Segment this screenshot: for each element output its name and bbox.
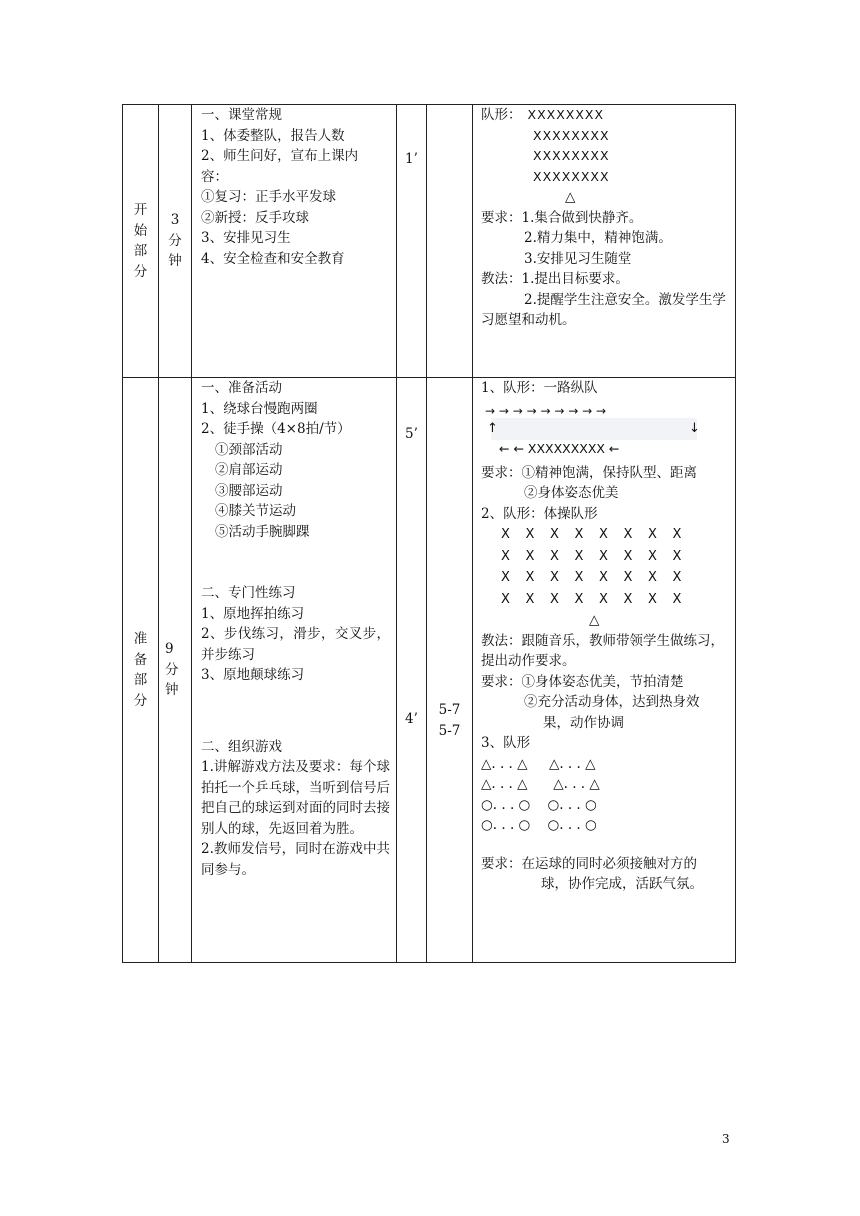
- content-line: 1、体委整队，报告人数: [201, 127, 345, 144]
- student-mark: X: [550, 591, 559, 607]
- grid-row: [501, 524, 731, 546]
- formation-row: XXXXXXXX: [533, 168, 610, 184]
- grid-row: [501, 546, 731, 568]
- arrow-down-icon: ↓: [689, 420, 700, 436]
- student-mark: X: [623, 527, 633, 542]
- formation-label: 1、队形：一路纵队: [481, 380, 598, 396]
- requirement-line: 3.安排见习生随堂: [524, 250, 632, 267]
- content-line: ⑤活动手腕脚踝: [215, 523, 310, 540]
- formation-line: [481, 105, 731, 126]
- time-char: 钟: [168, 253, 182, 270]
- section-name-char: 分: [133, 263, 148, 280]
- section-content: [192, 105, 397, 378]
- student-mark: X: [623, 591, 633, 607]
- content-line: 4、安全检查和安全教育: [201, 250, 345, 267]
- requirement-line: 要求：①精神饱满，保持队型、距离: [481, 464, 697, 481]
- requirement-line: 要求：在运球的同时必须接触对方的: [481, 855, 697, 872]
- formation-row: XXXXXXXX: [533, 127, 610, 143]
- content-line: 1、原地挥拍练习: [201, 605, 305, 622]
- grid-row: [501, 589, 731, 611]
- section-time: [159, 105, 192, 378]
- section-name-char: 备: [133, 651, 148, 668]
- student-mark: X: [672, 527, 682, 542]
- arrow-right-row: → → → → → → → → →: [485, 403, 607, 418]
- time-char: 9: [165, 641, 174, 658]
- formation-label: 2、队形：体操队形: [481, 505, 598, 522]
- student-mark: X: [623, 570, 633, 585]
- content-line: 3、安排见习生: [201, 230, 291, 246]
- requirement-line: 要求：①身体姿态优美，节拍清楚: [481, 673, 684, 690]
- student-mark: X: [672, 591, 682, 607]
- formation-row: XXXXXXXX: [527, 107, 605, 122]
- section-row-start: [123, 105, 736, 378]
- arrow-left-row: ← ← XXXXXXXXX ←: [499, 440, 620, 456]
- content-line: 二、专门性练习: [201, 585, 296, 601]
- time-char: 钟: [165, 682, 179, 699]
- method-line: 2.提醒学生注意安全。激发学生学习愿望和动机。: [481, 291, 726, 328]
- section-name: [123, 105, 159, 378]
- duration-value: 4’: [405, 710, 418, 727]
- section-name-char: 开: [133, 202, 148, 218]
- student-mark: X: [550, 548, 559, 564]
- reps-value: 5-7: [438, 722, 461, 739]
- game-formation-row: ○. . . ○ ○. . . ○: [481, 817, 597, 833]
- content-line: 1.讲解游戏方法及要求：每个球拍托一个乒乓球，当听到信号后把自己的球运到对面的同时去接别人的球，先返回着为胜。: [201, 759, 390, 837]
- student-mark: X: [525, 591, 535, 607]
- student-mark: X: [648, 548, 657, 564]
- requirement-line: ②充分活动身体，达到热身效: [524, 694, 700, 710]
- method-line: 教法：跟随音乐，教师带领学生做练习，提出动作要求。: [481, 632, 724, 669]
- content-line: 3、原地颠球练习: [201, 667, 305, 683]
- student-mark: X: [648, 591, 657, 607]
- game-formation-row: ○. . . ○ ○. . . ○: [481, 796, 597, 813]
- section-name-char: 始: [133, 222, 148, 239]
- requirement-line: 要求：1.集合做到快静齐。: [481, 209, 643, 226]
- content-line: 一、课堂常规: [201, 107, 282, 123]
- student-mark: X: [648, 527, 657, 542]
- teacher-mark: △: [589, 612, 600, 628]
- student-mark: X: [648, 570, 657, 585]
- duration-cell: [397, 378, 427, 963]
- student-mark: X: [599, 527, 608, 542]
- student-mark: X: [599, 591, 608, 607]
- page-number: 3: [722, 1132, 730, 1146]
- content-line: 二、组织游戏: [201, 738, 282, 755]
- content-line: 容：: [201, 168, 228, 185]
- content-line: 2、徒手操（4×8拍/节）: [201, 421, 351, 437]
- organization-cell: [473, 105, 736, 378]
- reps-cell: [427, 105, 473, 378]
- section-time: [159, 378, 192, 963]
- duration-value: 5’: [405, 426, 418, 442]
- content-line: 2、步伐练习，滑步，交叉步，并步练习: [201, 626, 390, 663]
- student-mark: X: [672, 570, 682, 585]
- duration-value: 1’: [405, 151, 418, 167]
- requirement-line: 果，动作协调: [543, 714, 624, 731]
- reps-cell: [427, 378, 473, 963]
- content-line: ①颈部活动: [215, 441, 283, 458]
- content-line: ②新授：反手攻球: [201, 209, 309, 226]
- reps-value: 5-7: [438, 702, 461, 718]
- formation-label: 队形：: [481, 107, 522, 123]
- running-formation-diagram: [485, 401, 700, 459]
- content-line: 2.教师发信号，同时在游戏中共同参与。: [201, 841, 390, 878]
- student-mark: X: [501, 570, 510, 585]
- grid-row: [501, 567, 731, 589]
- student-mark: X: [574, 527, 584, 542]
- time-char: 3: [170, 212, 180, 229]
- requirement-line: 2.精力集中，精神饱满。: [524, 230, 672, 246]
- student-mark: X: [574, 570, 584, 585]
- time-char: 分: [165, 661, 179, 678]
- content-line: 2、师生问好，宣布上课内: [201, 148, 359, 164]
- section-name-char: 部: [133, 243, 148, 259]
- section-content: [192, 378, 397, 963]
- content-line: ①复习：正手水平发球: [201, 189, 336, 205]
- content-line: ②肩部运动: [215, 462, 283, 478]
- content-line: 一、准备活动: [201, 380, 282, 396]
- formation-row: XXXXXXXX: [533, 148, 610, 163]
- student-mark: X: [623, 548, 633, 564]
- arrow-up-icon: ↑: [487, 420, 498, 436]
- requirement-line: 球，协作完成，活跃气氛。: [541, 876, 703, 892]
- student-mark: X: [599, 570, 608, 585]
- requirement-line: ②身体姿态优美: [524, 485, 619, 501]
- student-mark: X: [550, 527, 559, 542]
- student-mark: X: [501, 527, 510, 542]
- content-line: 1、绕球台慢跑两圈: [201, 400, 318, 417]
- student-mark: X: [599, 548, 608, 564]
- game-formation-row: △. . . △ △. . . △: [481, 776, 600, 792]
- time-char: 分: [168, 232, 182, 249]
- method-line: 教法：1.提出目标要求。: [481, 271, 629, 287]
- organization-cell: [473, 378, 736, 963]
- student-mark: X: [525, 548, 535, 564]
- student-mark: X: [501, 591, 510, 607]
- student-mark: X: [574, 548, 584, 564]
- section-name-char: 部: [133, 672, 148, 688]
- section-row-warmup: [123, 378, 736, 963]
- game-formation-row: △. . . △ △. . . △: [481, 755, 596, 772]
- student-mark: X: [525, 527, 535, 542]
- duration-cell: [397, 105, 427, 378]
- student-mark: X: [501, 548, 510, 564]
- student-mark: X: [672, 548, 682, 564]
- gymnastics-formation-grid: [481, 524, 731, 610]
- section-name-char: 分: [133, 692, 148, 709]
- student-mark: X: [574, 591, 584, 607]
- section-name-char: 准: [133, 631, 148, 647]
- formation-label: 3、队形: [481, 735, 531, 751]
- lesson-plan-table: [122, 104, 736, 963]
- student-mark: X: [550, 570, 559, 585]
- section-name: [123, 378, 159, 963]
- content-line: ③腰部运动: [215, 482, 283, 499]
- content-line: ④膝关节运动: [215, 503, 296, 519]
- teacher-mark: △: [565, 189, 576, 205]
- student-mark: X: [525, 570, 535, 585]
